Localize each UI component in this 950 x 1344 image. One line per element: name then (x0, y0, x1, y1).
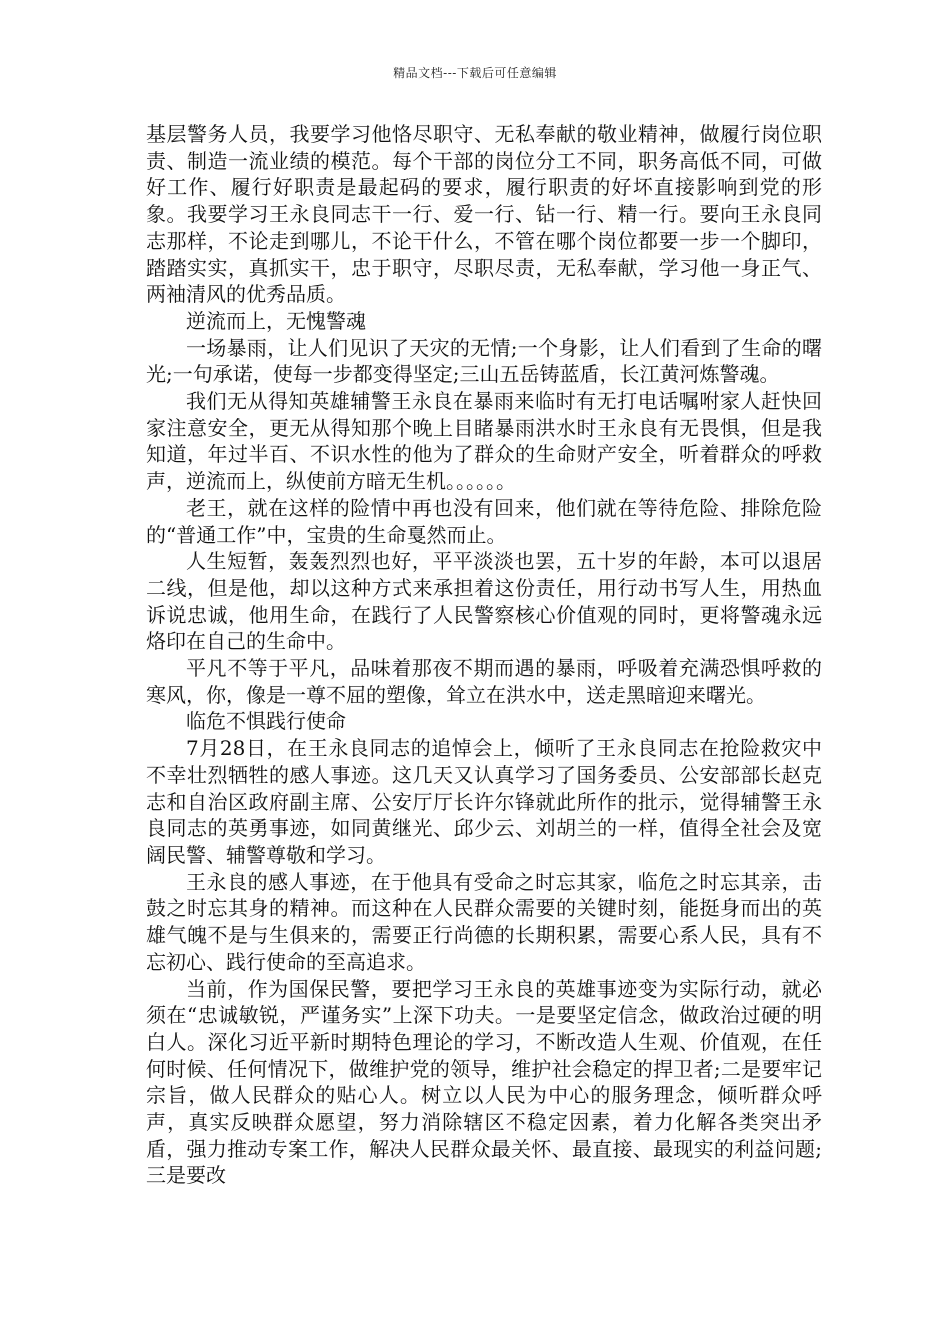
paragraph-1: 一场暴雨，让人们见识了天灾的无情;一个身影，让人们看到了生命的曙光;一句承诺，使每一步都变得坚定;三山五岳铸蓝盾，长江黄河炼警魂。 (146, 335, 822, 387)
paragraph-7: 王永良的感人事迹，在于他具有受命之时忘其家，临危之时忘其亲，击鼓之时忘其身的精神。而这种在人民群众需要的关键时刻，能挺身而出的英雄气魄不是与生俱来的，需要正行尚德的长期积累，需要心系人民，具有不忘初心、践行使命的至高追求。 (146, 869, 822, 974)
paragraph-4: 人生短暂，轰轰烈烈也好，平平淡淡也罢，五十岁的年龄，本可以退居二线，但是他，却以这种方式来承担着这份责任，用行动书写人生，用热血诉说忠诚，他用生命，在践行了人民警察核心价值观的同时，更将警魂永远烙印在自己的生命中。 (146, 549, 822, 654)
document-body (146, 121, 822, 1189)
paragraph-5: 平凡不等于平凡，品味着那夜不期而遇的暴雨，呼吸着充满恐惧呼救的寒风，你，像是一尊不屈的塑像，耸立在洪水中，送走黑暗迎来曙光。 (146, 656, 822, 707)
paragraph-6: 7月28日，在王永良同志的追悼会上，倾听了王永良同志在抢险救灾中不幸壮烈牺牲的感人事迹。这几天又认真学习了国务委员、公安部部长赵克志和自治区政府副主席、公安厅厅长许尔锋就此所作的批示，觉得辅警王永良同志的英勇事迹，如同黄继光、邱少云、刘胡兰的一样，值得全社会及宽阔民警、辅警尊敬和学习。 (146, 736, 822, 867)
paragraph-8: 当前，作为国保民警，要把学习王永良的英雄事迹变为实际行动，就必须在“忠诚敏锐，严谨务实”上深下功夫。一是要坚定信念，做政治过硬的明白人。深化习近平新时期特色理论的学习，不断改造人生观、价值观，在任何时候、任何情况下，做维护党的领导，维护社会稳定的捍卫者;二是要牢记宗旨，做人民群众的贴心人。树立以人民为中心的服务理念，倾听群众呼声，真实反映群众愿望，努力消除辖区不稳定因素，着力化解各类突出矛盾，强力推动专案工作，解决人民群众最关怀、最直接、最现实的利益问题;三是要改 (146, 976, 822, 1188)
page-header: 精品文档---下载后可任意编辑 (393, 66, 557, 80)
section-heading-1: 逆流而上，无愧警魂 (186, 308, 366, 333)
paragraph-2: 我们无从得知英雄辅警王永良在暴雨来临时有无打电话嘱咐家人赶快回家注意安全，更无从得知那个晚上目睹暴雨洪水时王永良有无畏惧，但是我知道，年过半百、不识水性的他为了群众的生命财产安全，听着群众的呼救声，逆流而上，纵使前方暗无生机。。。。。。 (146, 389, 822, 494)
paragraph-3: 老王，就在这样的险情中再也没有回来，他们就在等待危险、排除危险的“普通工作”中，宝贵的生命戛然而止。 (146, 495, 822, 547)
paragraph-continuation: 基层警务人员，我要学习他恪尽职守、无私奉献的敬业精神，做履行岗位职责、制造一流业绩的模范。每个干部的岗位分工不同，职务高低不同，可做好工作、履行好职责是最起码的要求，履行职责的好坏直接影响到党的形象。我要学习王永良同志干一行、爱一行、钻一行、精一行。要向王永良同志那样，不论走到哪儿，不论干什么，不管在哪个岗位都要一步一个脚印，踏踏实实，真抓实干，忠于职守，尽职尽责，无私奉献，学习他一身正气、两袖清风的优秀品质。 (146, 122, 822, 307)
section-heading-2: 临危不惧践行使命 (186, 709, 346, 734)
